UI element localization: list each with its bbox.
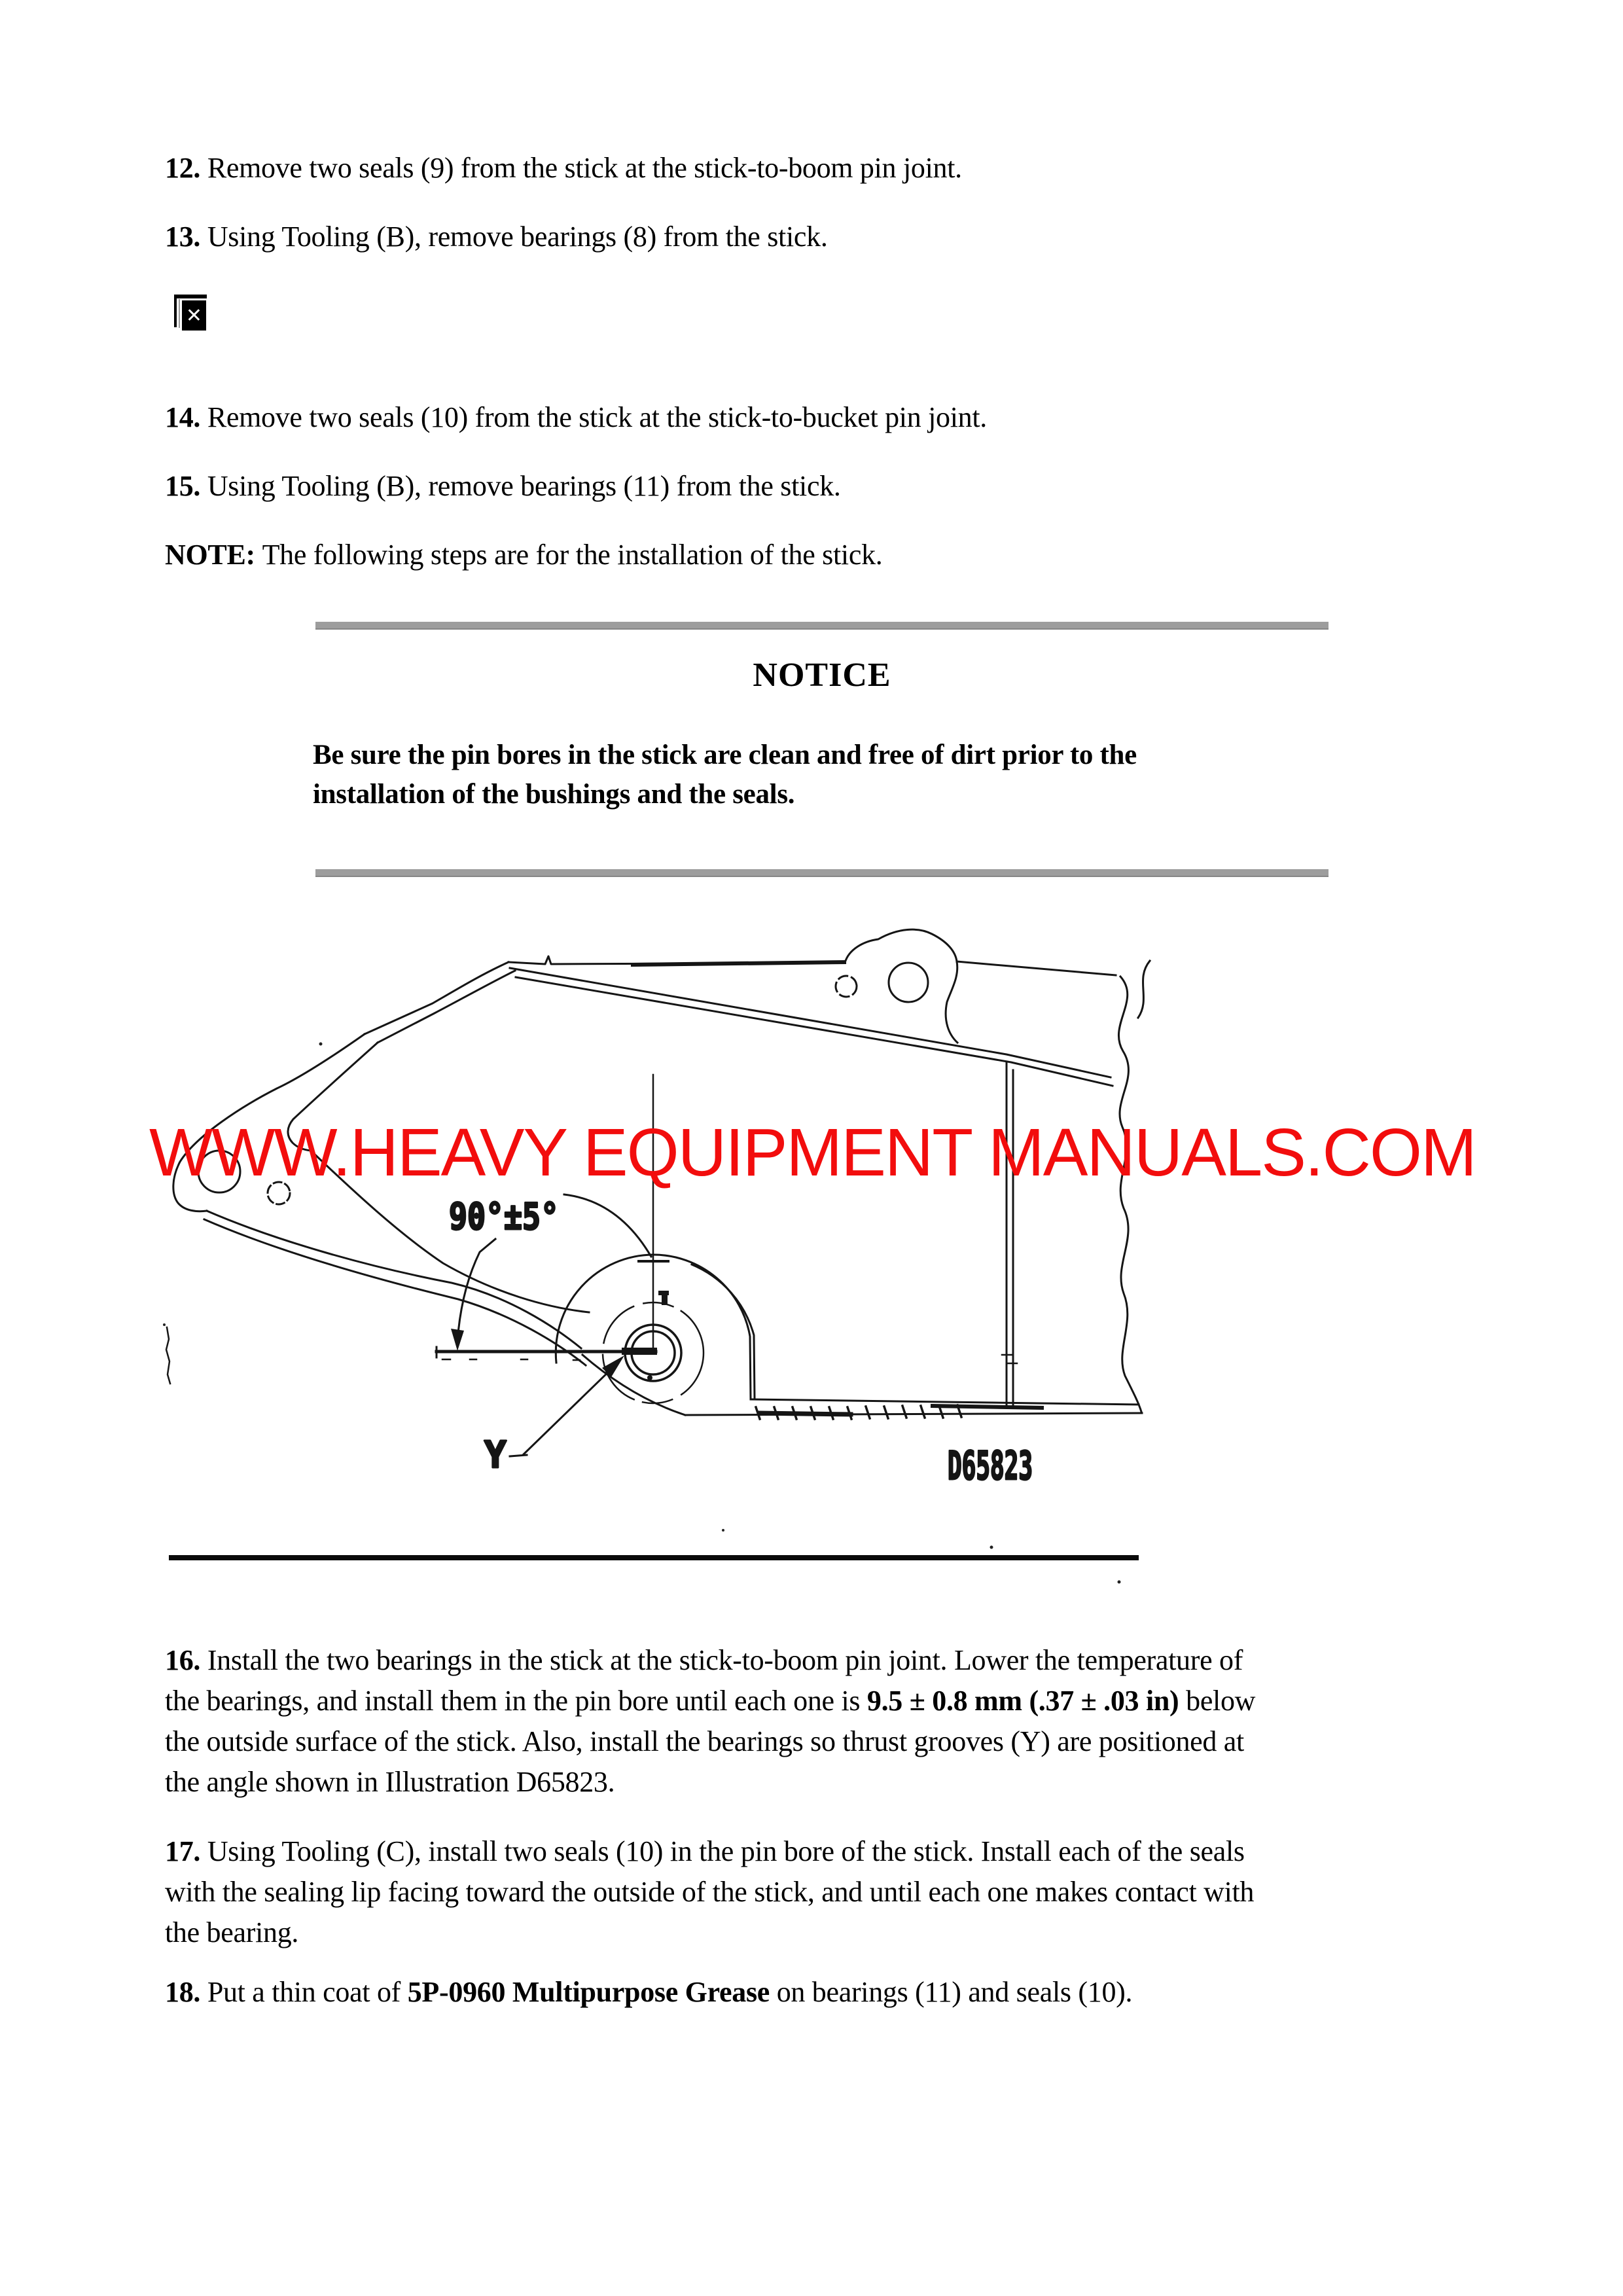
broken-image-icon: [174, 295, 208, 332]
figure-baseline: [169, 1555, 1139, 1560]
step-17: 17. Using Tooling (C), install two seals (10) in the pin bore of the stick. Install each of the seals with the sealing lip facing toward the outside of the stick, and until each one makes contact with the bearing.: [165, 1835, 1255, 1948]
illustration-code: D65823: [948, 1443, 1033, 1489]
y-annotation: [484, 1355, 624, 1477]
step-15: 15. Using Tooling (B), remove bearings (11) from the stick.: [165, 470, 841, 502]
notice-line: installation of the bushings and the seals.: [313, 779, 795, 810]
notice-divider-bottom: [315, 869, 1329, 877]
step-18: 18. Put a thin coat of 5P-0960 Multipurpose Grease on bearings (11) and seals (10).: [165, 1976, 1133, 2008]
notice-divider-top: [315, 622, 1329, 630]
note-paragraph: NOTE: The following steps are for the installation of the stick.: [165, 539, 883, 571]
pin-boss: [556, 1255, 755, 1403]
step-12: 12. Remove two seals (9) from the stick at the stick-to-boom pin joint.: [165, 152, 962, 184]
notice-body: [313, 736, 1137, 814]
broken-image-frame-top: [174, 295, 207, 298]
step-13: 13. Using Tooling (B), remove bearings (8) from the stick.: [165, 221, 828, 253]
step-16: 16. Install the two bearings in the stick at the stick-to-boom pin joint. Lower the temperature of the bearings, and install them in the pin bore until each one is 9.5 ± 0.8 mm (.37 ± .03 in) below the outside surface of the stick. Also, install the bearings so thrust grooves (Y) are positioned at the angle shown in Illustration D65823.: [165, 1644, 1256, 1798]
watermark: WWW.HEAVY EQUIPMENT MANUALS.COM: [149, 1115, 1476, 1190]
step-14: 14. Remove two seals (10) from the stick at the stick-to-bucket pin joint.: [165, 401, 987, 433]
y-label: Y: [484, 1434, 507, 1477]
notice-line: Be sure the pin bores in the stick are clean and free of dirt prior to the: [313, 740, 1137, 770]
notice-title: NOTICE: [753, 656, 891, 694]
broken-image-frame-shadow: [179, 299, 180, 328]
broken-image-frame-left: [174, 295, 177, 327]
angle-label: 90°±5°: [449, 1196, 559, 1238]
stick-diagram: [0, 903, 1623, 1610]
broken-image-x-icon: ✕: [182, 300, 206, 331]
angle-annotation: [449, 1194, 651, 1351]
